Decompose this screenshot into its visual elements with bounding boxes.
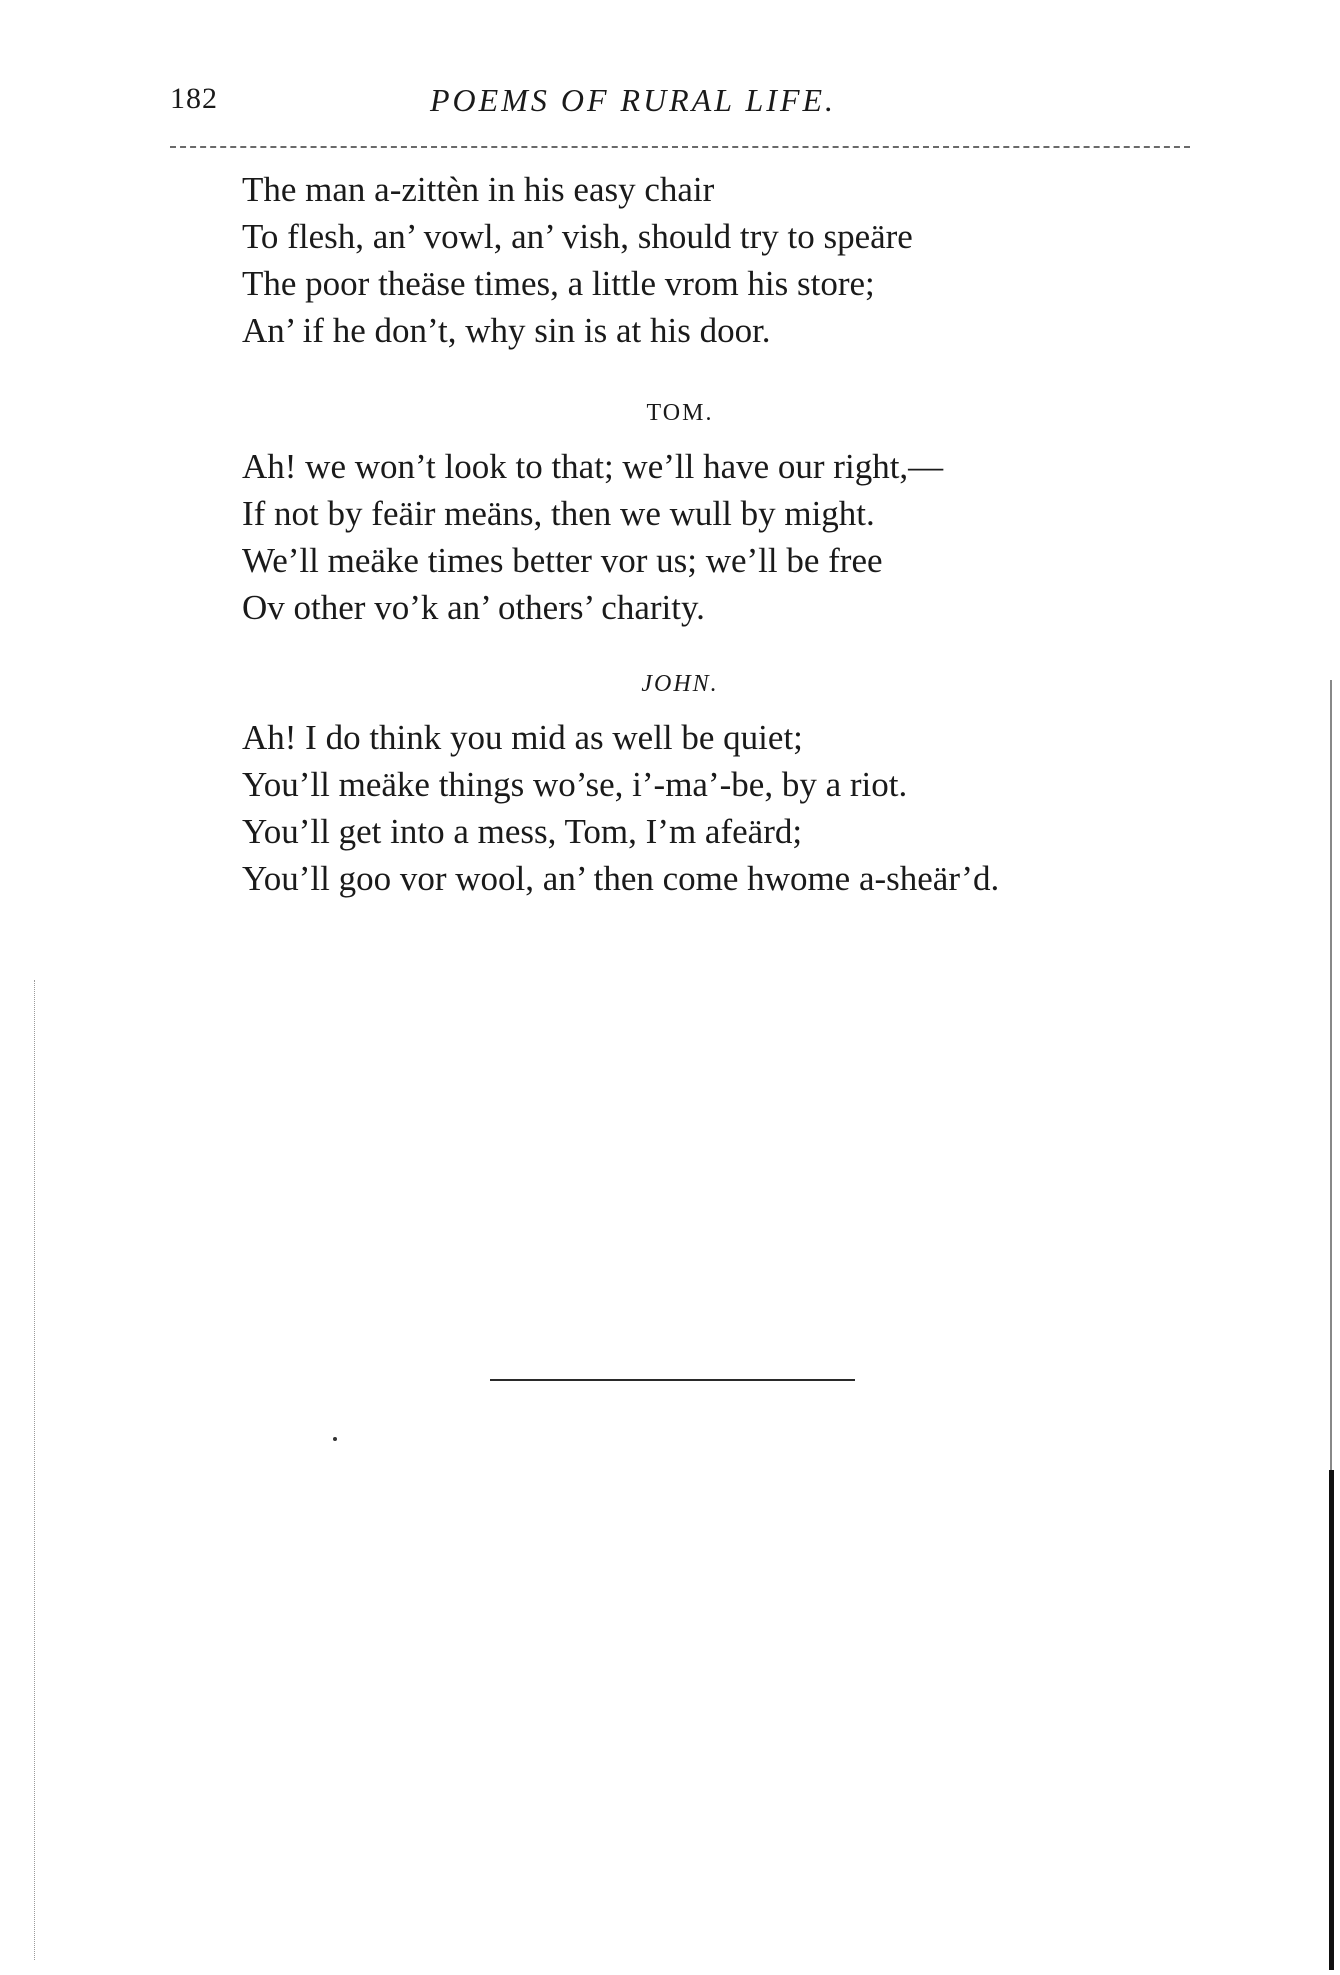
page-header [170, 82, 1200, 132]
verse-line: To flesh, an’ vowl, an’ vish, should try to speäre [242, 217, 913, 256]
section-end-rule [490, 1379, 855, 1381]
header-rule [170, 146, 1190, 148]
ink-speck [333, 1437, 337, 1441]
verse-line: We’ll meäke times better vor us; we’ll be free [242, 541, 883, 580]
verse-line: The poor theäse times, a little vrom his store; [242, 264, 875, 303]
verse-line: If not by feäir meäns, then we wull by might. [242, 494, 875, 533]
verse-line: You’ll meäke things wo’se, i’-ma’-be, by a riot. [242, 765, 908, 804]
verse-line: You’ll get into a mess, Tom, I’m afeärd; [242, 812, 803, 851]
speaker-john: JOHN. [641, 671, 719, 697]
verse-line: Ah! I do think you mid as well be quiet; [242, 718, 803, 757]
verse-line: Ah! we won’t look to that; we’ll have our right,— [242, 447, 944, 486]
right-scan-edge [1329, 1470, 1334, 1970]
stanza-2 [242, 443, 943, 631]
stanza-1 [242, 166, 913, 354]
verse-line: Ov other vo’k an’ others’ charity. [242, 588, 705, 627]
speaker-tom: TOM. [646, 400, 714, 426]
running-head: POEMS OF RURAL LIFE. [430, 82, 837, 118]
verse-line: The man a-zittèn in his easy chair [242, 170, 715, 209]
verse-line: An’ if he don’t, why sin is at his door. [242, 311, 771, 350]
stanza-3 [242, 714, 999, 902]
page-number: 182 [170, 82, 218, 115]
left-scan-margin [34, 980, 35, 1960]
verse-line: You’ll goo vor wool, an’ then come hwome a-sheär’d. [242, 859, 1000, 898]
